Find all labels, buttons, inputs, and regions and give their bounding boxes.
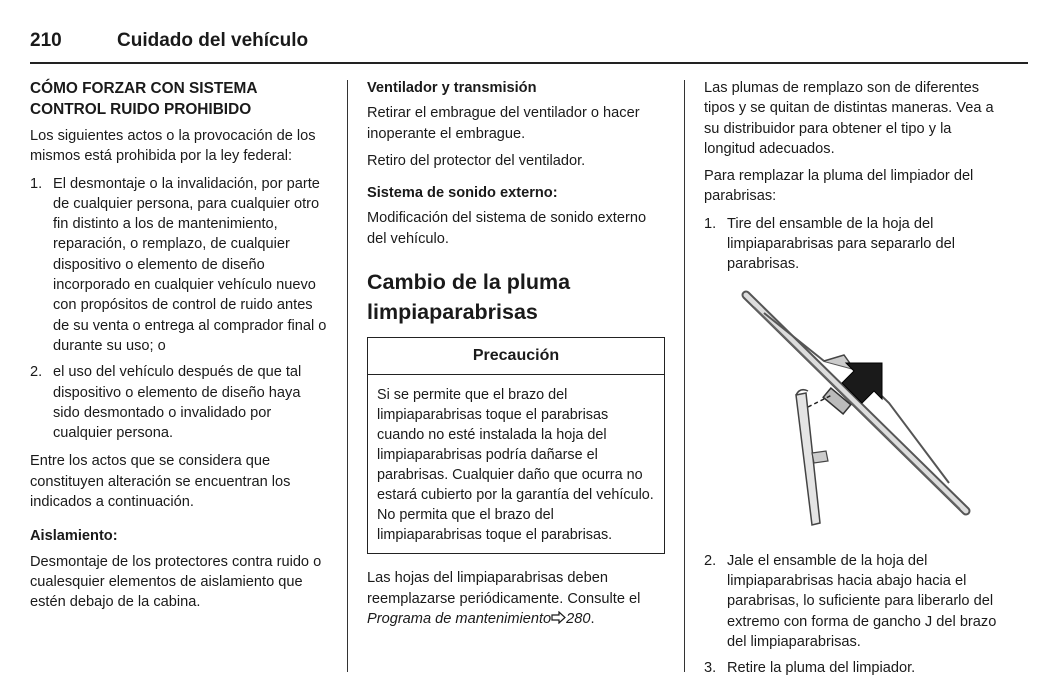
step-number: 2. bbox=[704, 552, 717, 569]
wiper-blade-illustration bbox=[704, 283, 1004, 545]
page-number: 210 bbox=[30, 30, 62, 51]
step-text: Tire del ensamble de la hoja del limpiaparabrisas para separarlo del parabrisas. bbox=[727, 215, 955, 273]
caution-title: Precaución bbox=[368, 338, 664, 375]
page-header bbox=[30, 30, 1028, 64]
replacement-paragraph bbox=[367, 568, 667, 629]
insulation-paragraph: Desmontaje de los protectores contra ruido o cualesquier elementos de aislamiento que estén debajo de la cabina. bbox=[30, 553, 322, 611]
maintenance-schedule-link[interactable]: Programa de mantenimiento bbox=[367, 610, 552, 627]
step-number: 3. bbox=[704, 660, 717, 677]
section-title: Cuidado del vehículo bbox=[117, 30, 309, 51]
column-divider-1 bbox=[347, 80, 348, 672]
replace-intro-paragraph: Para remplazar la pluma del limpiador del parabrisas: bbox=[704, 168, 974, 205]
caution-text: Si se permite que el brazo del limpiaparabrisas toque el parabrisas cuando no esté instalada la hoja del limpiaparabrisas podría dañarse el parabrisas. Cualquier daño que ocurra no estará cubierto por la garantía del vehículo. No permita que el brazo del limpiaparabrisas toque el parabrisas. bbox=[377, 387, 654, 544]
list-item bbox=[30, 362, 330, 443]
list-number: 1. bbox=[30, 175, 43, 192]
intro-paragraph: Los siguientes actos o la provocación de los mismos está prohibida por la ley federal: bbox=[30, 128, 316, 165]
sound-system-paragraph: Modificación del sistema de sonido externo del vehículo. bbox=[367, 210, 647, 247]
step-item bbox=[704, 658, 1004, 678]
list-item bbox=[30, 174, 330, 357]
page-reference[interactable]: 280 bbox=[566, 610, 591, 627]
step-item bbox=[704, 551, 1004, 652]
wiper-change-heading: Cambio de la pluma limpiaparabrisas bbox=[367, 270, 571, 325]
noise-control-heading: CÓMO FORZAR CON SISTEMA CONTROL RUIDO PROHIBIDO bbox=[30, 80, 257, 118]
fan-paragraph-1: Retirar el embrague del ventilador o hacer inoperante el embrague. bbox=[367, 105, 640, 142]
steps-list-a bbox=[704, 214, 1004, 275]
list-text: El desmontaje o la invalidación, por parte de cualquier persona, para cualquier otro fin distinto a los de mantenimiento, reparación, o remplazo, de cualquier dispositivo o elemento de diseño incorporado en cualquier vehículo nuevo con propósitos de control de ruido antes de su venta o entrega al comprador final o durante su uso; o bbox=[53, 175, 327, 354]
sound-system-heading: Sistema de sonido externo: bbox=[367, 185, 558, 202]
step-number: 1. bbox=[704, 215, 717, 232]
wiper-arm-shape bbox=[796, 389, 828, 524]
fan-heading: Ventilador y transmisión bbox=[367, 80, 537, 96]
replacement-text: Las hojas del limpiaparabrisas deben reemplazarse periódicamente. Consulte el bbox=[367, 570, 641, 607]
caution-box bbox=[367, 337, 665, 554]
step-item bbox=[704, 214, 1004, 275]
step-text: Retire la pluma del limpiador. bbox=[727, 660, 916, 677]
tampering-paragraph: Entre los actos que se considera que constituyen alteración se encuentran los indicados a continuación. bbox=[30, 453, 291, 511]
insulation-heading: Aislamiento: bbox=[30, 528, 118, 545]
prohibited-acts-list bbox=[30, 174, 330, 444]
blade-types-paragraph: Las plumas de remplazo son de diferentes tipos y se quitan de distintas maneras. Vea a su distribuidor para obtener el tipo y la longitud adecuados. bbox=[704, 80, 994, 157]
column-2 bbox=[367, 78, 667, 636]
page-ref-arrow-icon bbox=[551, 611, 566, 627]
wiper-blade-shape bbox=[746, 295, 966, 511]
replacement-end: . bbox=[590, 610, 595, 627]
fan-paragraph-2: Retiro del protector del ventilador. bbox=[367, 152, 586, 169]
column-1 bbox=[30, 78, 330, 620]
step-text: Jale el ensamble de la hoja del limpiaparabrisas hacia abajo hacia el parabrisas, lo suficiente para liberarlo del extremo con forma de gancho J del brazo del limpiaparabrisas. bbox=[727, 552, 997, 650]
list-text: el uso del vehículo después de que tal dispositivo o elemento de diseño haya sido desmontado o invalidado por cualquier persona. bbox=[53, 364, 302, 442]
steps-list-b bbox=[704, 551, 1004, 679]
list-number: 2. bbox=[30, 364, 43, 381]
column-3 bbox=[704, 78, 1004, 686]
column-divider-2 bbox=[684, 80, 685, 672]
